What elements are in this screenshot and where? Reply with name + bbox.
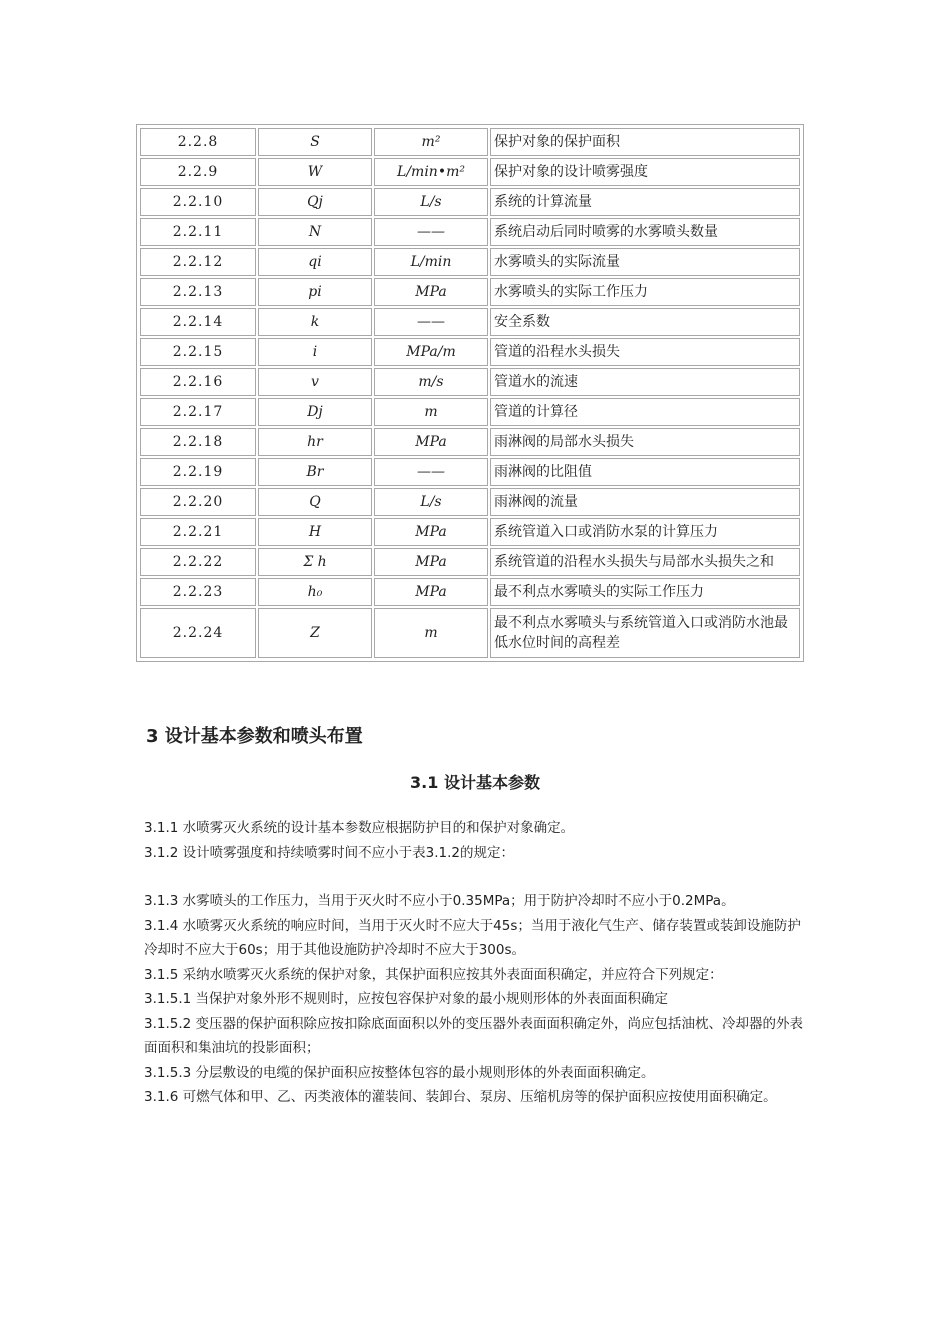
subsection-title: 3.1 设计基本参数 xyxy=(410,773,540,792)
row-description: 管道水的流速 xyxy=(490,368,800,396)
table-row xyxy=(140,518,800,546)
table-row xyxy=(140,608,800,658)
row-symbol: qi xyxy=(258,248,372,276)
row-symbol: Q xyxy=(258,488,372,516)
table-row xyxy=(140,308,800,336)
row-unit: MPa/m xyxy=(374,338,488,366)
row-number: 2.2.22 xyxy=(140,548,256,576)
table-row xyxy=(140,278,800,306)
row-unit: —— xyxy=(374,458,488,486)
row-unit: —— xyxy=(374,218,488,246)
table-row xyxy=(140,488,800,516)
row-number: 2.2.19 xyxy=(140,458,256,486)
row-description: 管道的沿程水头损失 xyxy=(490,338,800,366)
row-symbol: W xyxy=(258,158,372,186)
row-symbol: H xyxy=(258,518,372,546)
row-description: 安全系数 xyxy=(490,308,800,336)
row-symbol: Z xyxy=(258,608,372,658)
row-symbol: Σ h xyxy=(258,548,372,576)
paragraph-3-1-5-3: 3.1.5.3 分层敷设的电缆的保护面积应按整体包容的最小规则形体的外表面面积确定。 xyxy=(144,1064,655,1081)
row-unit: L/min xyxy=(374,248,488,276)
paragraph-3-1-4: 3.1.4 水喷雾灭火系统的响应时间，当用于灭火时不应大于45s；当用于液化气生产、储存装置或装卸设施防护冷却时不应大于60s；用于其他设施防护冷却时不应大于300s。 xyxy=(144,917,801,958)
row-description: 最不利点水雾喷头的实际工作压力 xyxy=(490,578,800,606)
paragraph-3-1-5-2: 3.1.5.2 变压器的保护面积除应按扣除底面面积以外的变压器外表面面积确定外，尚应包括油枕、冷却器的外表面面积和集油坑的投影面积； xyxy=(144,1015,804,1056)
row-description: 系统管道的沿程水头损失与局部水头损失之和 xyxy=(490,548,800,576)
row-description: 管道的计算径 xyxy=(490,398,800,426)
row-symbol: k xyxy=(258,308,372,336)
row-symbol: Qj xyxy=(258,188,372,216)
table-row xyxy=(140,428,800,456)
row-description: 保护对象的保护面积 xyxy=(490,128,800,156)
row-number: 2.2.21 xyxy=(140,518,256,546)
table-row xyxy=(140,158,800,186)
row-description: 雨淋阀的比阻值 xyxy=(490,458,800,486)
table-row xyxy=(140,458,800,486)
row-description: 水雾喷头的实际流量 xyxy=(490,248,800,276)
body-text xyxy=(144,816,808,1110)
row-symbol: S xyxy=(258,128,372,156)
row-number: 2.2.10 xyxy=(140,188,256,216)
row-number: 2.2.14 xyxy=(140,308,256,336)
row-unit: MPa xyxy=(374,518,488,546)
paragraph-3-1-5-1: 3.1.5.1 当保护对象外形不规则时，应按包容保护对象的最小规则形体的外表面面积确定 xyxy=(144,991,669,1007)
row-description: 系统的计算流量 xyxy=(490,188,800,216)
table-row xyxy=(140,188,800,216)
table-row xyxy=(140,218,800,246)
row-symbol: hr xyxy=(258,428,372,456)
paragraph-3-1-3: 3.1.3 水雾喷头的工作压力，当用于灭火时不应小于0.35MPa；用于防护冷却时不应小于0.2MPa。 xyxy=(144,893,735,909)
table-row xyxy=(140,128,800,156)
row-unit: MPa xyxy=(374,548,488,576)
row-number: 2.2.8 xyxy=(140,128,256,156)
row-unit: m xyxy=(374,398,488,426)
table-row xyxy=(140,548,800,576)
row-description: 系统启动后同时喷雾的水雾喷头数量 xyxy=(490,218,800,246)
row-unit: —— xyxy=(374,308,488,336)
row-description: 系统管道入口或消防水泵的计算压力 xyxy=(490,518,800,546)
row-description: 最不利点水雾喷头与系统管道入口或消防水池最低水位时间的高程差 xyxy=(490,608,800,658)
row-unit: L/s xyxy=(374,488,488,516)
row-number: 2.2.9 xyxy=(140,158,256,186)
row-symbol: i xyxy=(258,338,372,366)
row-unit: L/min•m² xyxy=(374,158,488,186)
table-row xyxy=(140,338,800,366)
row-symbol: v xyxy=(258,368,372,396)
row-symbol: N xyxy=(258,218,372,246)
symbol-table xyxy=(136,124,804,662)
row-unit: MPa xyxy=(374,578,488,606)
row-number: 2.2.15 xyxy=(140,338,256,366)
row-number: 2.2.12 xyxy=(140,248,256,276)
row-description: 保护对象的设计喷雾强度 xyxy=(490,158,800,186)
paragraph-3-1-1: 3.1.1 水喷雾灭火系统的设计基本参数应根据防护目的和保护对象确定。 xyxy=(144,820,575,836)
row-number: 2.2.17 xyxy=(140,398,256,426)
row-description: 雨淋阀的局部水头损失 xyxy=(490,428,800,456)
section-title: 3 设计基本参数和喷头布置 xyxy=(146,726,363,747)
row-unit: m² xyxy=(374,128,488,156)
row-unit: L/s xyxy=(374,188,488,216)
row-unit: MPa xyxy=(374,278,488,306)
table-row xyxy=(140,248,800,276)
paragraph-3-1-5: 3.1.5 采纳水喷雾灭火系统的保护对象，其保护面积应按其外表面面积确定，并应符合下列规定： xyxy=(144,966,723,983)
paragraph-3-1-6: 3.1.6 可燃气体和甲、乙、丙类液体的灌装间、装卸台、泵房、压缩机房等的保护面积应按使用面积确定。 xyxy=(144,1089,777,1105)
table-row xyxy=(140,398,800,426)
row-symbol: pi xyxy=(258,278,372,306)
row-number: 2.2.20 xyxy=(140,488,256,516)
row-description: 水雾喷头的实际工作压力 xyxy=(490,278,800,306)
row-number: 2.2.23 xyxy=(140,578,256,606)
row-description: 雨淋阀的流量 xyxy=(490,488,800,516)
row-number: 2.2.18 xyxy=(140,428,256,456)
table-row xyxy=(140,578,800,606)
row-number: 2.2.13 xyxy=(140,278,256,306)
row-symbol: Dj xyxy=(258,398,372,426)
paragraph-3-1-2: 3.1.2 设计喷雾强度和持续喷雾时间不应小于表3.1.2的规定： xyxy=(144,844,514,861)
row-number: 2.2.16 xyxy=(140,368,256,396)
row-unit: m xyxy=(374,608,488,658)
table-row xyxy=(140,368,800,396)
row-number: 2.2.11 xyxy=(140,218,256,246)
row-symbol: Br xyxy=(258,458,372,486)
row-unit: m/s xyxy=(374,368,488,396)
row-unit: MPa xyxy=(374,428,488,456)
row-number: 2.2.24 xyxy=(140,608,256,658)
row-symbol: h₀ xyxy=(258,578,372,606)
